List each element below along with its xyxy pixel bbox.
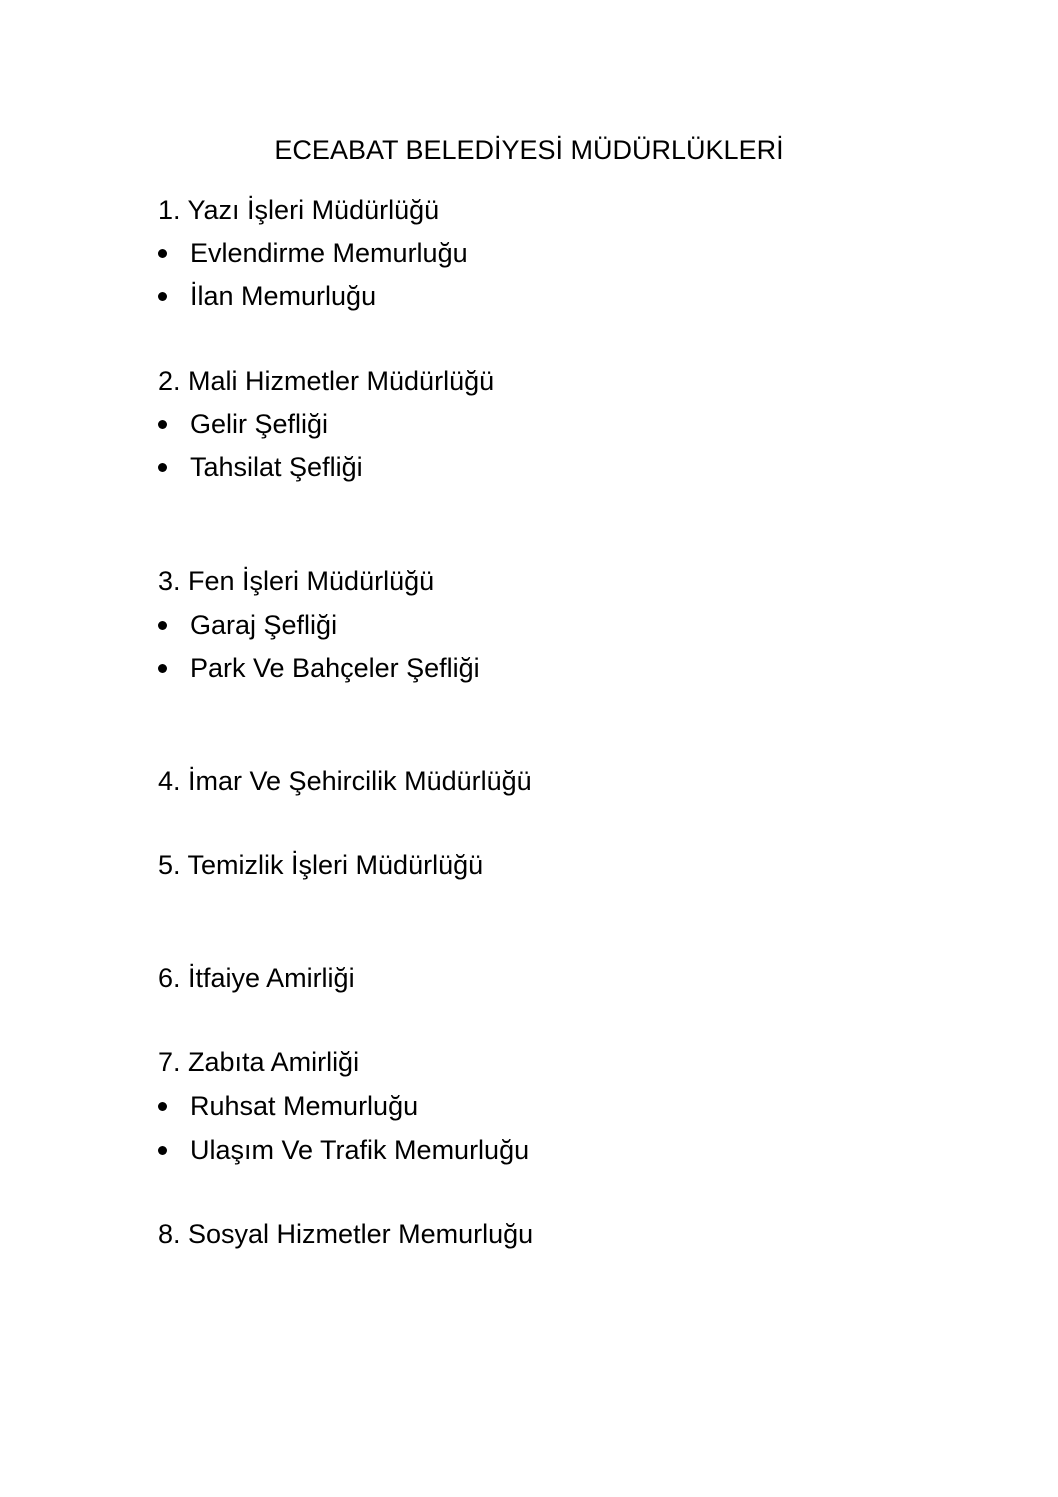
list-item-label: Garaj Şefliği xyxy=(190,610,338,640)
bullet-icon xyxy=(158,249,167,258)
bullet-icon xyxy=(158,621,167,630)
bullet-icon xyxy=(158,420,167,429)
bullet-icon xyxy=(158,1146,167,1155)
document-title: ECEABAT BELEDİYESİ MÜDÜRLÜKLERİ xyxy=(274,135,784,165)
section-heading-8: 8. Sosyal Hizmetler Memurluğu xyxy=(158,1219,534,1249)
list-item-label: Gelir Şefliği xyxy=(190,409,329,439)
section-heading-3: 3. Fen İşleri Müdürlüğü xyxy=(158,566,435,596)
section-heading-5: 5. Temizlik İşleri Müdürlüğü xyxy=(158,850,484,880)
bullet-icon xyxy=(158,1102,167,1111)
section-heading-1: 1. Yazı İşleri Müdürlüğü xyxy=(158,195,440,225)
bullet-icon xyxy=(158,664,167,673)
list-item-label: İlan Memurluğu xyxy=(190,281,377,311)
list-item-label: Ulaşım Ve Trafik Memurluğu xyxy=(190,1135,530,1165)
section-heading-2: 2. Mali Hizmetler Müdürlüğü xyxy=(158,366,495,396)
section-heading-4: 4. İmar Ve Şehircilik Müdürlüğü xyxy=(158,766,532,796)
bullet-icon xyxy=(158,463,167,472)
list-item-label: Ruhsat Memurluğu xyxy=(190,1091,419,1121)
bullet-icon xyxy=(158,292,167,301)
list-item-label: Evlendirme Memurluğu xyxy=(190,238,468,268)
list-item-label: Tahsilat Şefliği xyxy=(190,452,363,482)
section-heading-7: 7. Zabıta Amirliği xyxy=(158,1047,360,1077)
list-item-label: Park Ve Bahçeler Şefliği xyxy=(190,653,480,683)
section-heading-6: 6. İtfaiye Amirliği xyxy=(158,963,355,993)
